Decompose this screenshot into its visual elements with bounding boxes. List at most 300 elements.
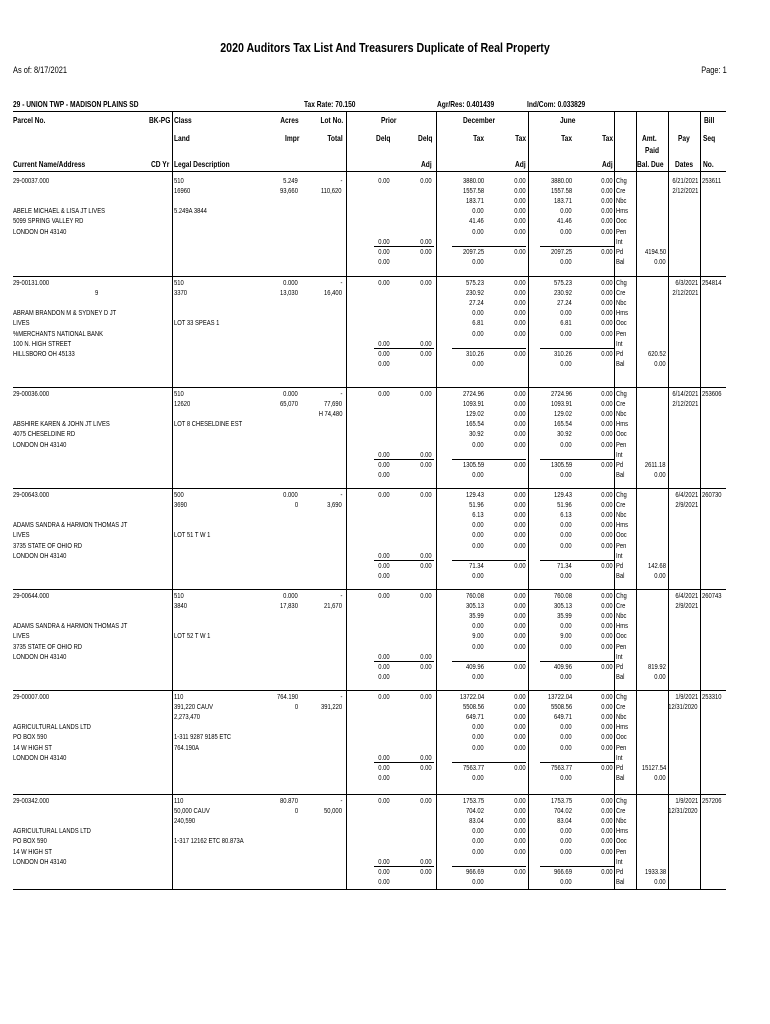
class-land-value: 50,000 CAUV [174, 805, 210, 815]
december-tax: 30.92 [469, 429, 484, 439]
header-june: June [560, 115, 576, 125]
header-adj-3: Adj [602, 159, 613, 169]
subtotal-rule [540, 661, 614, 662]
december-tax: 35.99 [469, 610, 484, 620]
owner-address-line: ABELE MICHAEL & LISA JT LIVES [13, 206, 106, 216]
tax-row-label: Chg [616, 277, 627, 287]
pay-date: 6/3/2021 [675, 277, 698, 287]
june-adj: 0.00 [601, 489, 613, 499]
owner-address-line: 14 W HIGH ST [13, 846, 53, 856]
june-tax: 0.00 [560, 877, 572, 887]
tax-row-label: Cre [616, 287, 626, 297]
tax-row-label: Hms [616, 308, 629, 318]
tax-row-label: Nbc [616, 297, 627, 307]
header-paid: Paid [645, 145, 660, 155]
june-adj: 0.00 [601, 661, 613, 671]
december-tax: 305.13 [466, 600, 484, 610]
june-adj: 0.00 [601, 826, 613, 836]
june-tax: 575.23 [554, 277, 572, 287]
december-tax: 0.00 [472, 571, 484, 581]
prior-delq-adj: 0.00 [420, 661, 432, 671]
december-tax: 0.00 [472, 206, 484, 216]
acres-impr-value: 80.870 [280, 795, 298, 805]
december-tax: 0.00 [472, 621, 484, 631]
class-land-value: 510 [174, 175, 184, 185]
december-adj: 0.00 [514, 499, 526, 509]
june-tax: 165.54 [554, 419, 572, 429]
june-tax: 0.00 [560, 732, 572, 742]
owner-address-line: AGRICULTURAL LANDS LTD [13, 722, 91, 732]
june-tax: 1093.91 [550, 398, 572, 408]
tax-row-label: Int [616, 550, 623, 560]
december-adj: 0.00 [514, 805, 526, 815]
owner-address-line: LIVES [13, 631, 30, 641]
owner-address-line: ADAMS SANDRA & HARMON THOMAS JT [13, 520, 128, 530]
december-tax: 0.00 [472, 672, 484, 682]
tax-row-label: Chg [616, 691, 627, 701]
june-tax: 0.00 [560, 520, 572, 530]
prior-delq: 0.00 [378, 175, 390, 185]
tax-row-label: Pen [616, 540, 627, 550]
lot-total-value: 391,220 [320, 701, 342, 711]
prior-delq: 0.00 [378, 246, 390, 256]
june-tax: 0.00 [560, 836, 572, 846]
lot-total-value: - [340, 795, 342, 805]
december-tax: 704.02 [466, 805, 484, 815]
bill-seq-number: 253310 [702, 691, 722, 701]
december-tax: 41.46 [469, 216, 484, 226]
as-of-date: As of: 8/17/2021 [13, 65, 67, 76]
class-land-value: 500 [174, 489, 184, 499]
prior-delq: 0.00 [378, 877, 390, 887]
prior-delq: 0.00 [378, 752, 390, 762]
december-tax: 0.00 [472, 359, 484, 369]
june-adj: 0.00 [601, 836, 613, 846]
acres-impr-value: 0 [294, 499, 298, 509]
tax-row-label: Chg [616, 175, 627, 185]
subtotal-rule [540, 866, 614, 867]
acres-impr-value: 13,030 [280, 287, 298, 297]
december-tax: 6.13 [472, 509, 484, 519]
june-tax: 230.92 [554, 287, 572, 297]
owner-address-line: ADAMS SANDRA & HARMON THOMAS JT [13, 621, 128, 631]
balance-due: 0.00 [654, 257, 666, 267]
june-tax: 0.00 [560, 621, 572, 631]
december-adj: 0.00 [514, 621, 526, 631]
june-adj: 0.00 [601, 631, 613, 641]
class-land-value: 2,273,470 [174, 711, 201, 721]
balance-due: 0.00 [654, 773, 666, 783]
tax-row-label: Pen [616, 846, 627, 856]
december-adj: 0.00 [514, 600, 526, 610]
june-adj: 0.00 [601, 846, 613, 856]
tax-row-label: Cre [616, 701, 626, 711]
prior-delq: 0.00 [378, 866, 390, 876]
prior-delq-adj: 0.00 [420, 459, 432, 469]
december-adj: 0.00 [514, 560, 526, 570]
june-adj: 0.00 [601, 520, 613, 530]
tax-row-label: Hms [616, 520, 629, 530]
june-adj: 0.00 [601, 509, 613, 519]
june-adj: 0.00 [601, 805, 613, 815]
tax-row-label: Bal [616, 773, 625, 783]
june-tax: 0.00 [560, 722, 572, 732]
tax-row-label: Nbc [616, 815, 627, 825]
tax-row-label: Pd [616, 661, 624, 671]
june-tax: 305.13 [554, 600, 572, 610]
december-adj: 0.00 [514, 206, 526, 216]
class-land-value: 240,590 [174, 815, 196, 825]
june-adj: 0.00 [601, 246, 613, 256]
december-tax: 0.00 [472, 836, 484, 846]
june-adj: 0.00 [601, 429, 613, 439]
december-tax: 1557.58 [462, 185, 484, 195]
lot-total-value: H 74,480 [318, 408, 342, 418]
december-adj: 0.00 [514, 419, 526, 429]
header-impr: Impr [284, 133, 299, 143]
june-tax: 0.00 [560, 826, 572, 836]
december-adj: 0.00 [514, 701, 526, 711]
june-adj: 0.00 [601, 560, 613, 570]
december-adj: 0.00 [514, 489, 526, 499]
tax-row-label: Ooc [616, 732, 627, 742]
december-tax: 13722.04 [459, 691, 484, 701]
district-name: 29 - UNION TWP - MADISON PLAINS SD [13, 99, 139, 109]
june-adj: 0.00 [601, 691, 613, 701]
owner-address-line: 3735 STATE OF OHIO RD [13, 540, 83, 550]
december-tax: 129.43 [466, 489, 484, 499]
parcel-number: 29-00131.000 [13, 277, 50, 287]
owner-address-line: PO BOX 590 [13, 732, 47, 742]
legal-description-line: LOT 51 T W 1 [174, 530, 211, 540]
december-tax: 409.96 [466, 661, 484, 671]
june-adj: 0.00 [601, 732, 613, 742]
header-tax-2: Tax [515, 133, 526, 143]
subtotal-rule [374, 661, 434, 662]
june-adj: 0.00 [601, 866, 613, 876]
december-tax: 51.96 [469, 499, 484, 509]
december-tax: 0.00 [472, 846, 484, 856]
december-adj: 0.00 [514, 826, 526, 836]
tax-row-label: Pd [616, 762, 624, 772]
prior-delq: 0.00 [378, 470, 390, 480]
header-current-name: Current Name/Address [13, 159, 86, 169]
record-separator [13, 488, 726, 489]
prior-delq-adj: 0.00 [420, 795, 432, 805]
june-adj: 0.00 [601, 815, 613, 825]
lot-total-value: - [340, 489, 342, 499]
header-seq: Seq [703, 133, 716, 143]
tax-row-label: Bal [616, 257, 625, 267]
tax-row-label: Ooc [616, 836, 627, 846]
june-adj: 0.00 [601, 308, 613, 318]
tax-row-label: Bal [616, 877, 625, 887]
tax-row-label: Nbc [616, 711, 627, 721]
prior-delq: 0.00 [378, 661, 390, 671]
december-adj: 0.00 [514, 866, 526, 876]
prior-delq: 0.00 [378, 236, 390, 246]
december-tax: 1305.59 [462, 459, 484, 469]
june-tax: 0.00 [560, 672, 572, 682]
owner-address-line: LONDON OH 43140 [13, 752, 67, 762]
december-tax: 5508.56 [462, 701, 484, 711]
header-december: December [463, 115, 496, 125]
june-adj: 0.00 [601, 459, 613, 469]
june-adj: 0.00 [601, 398, 613, 408]
prior-delq-adj: 0.00 [420, 388, 432, 398]
subtotal-rule [452, 560, 526, 561]
december-adj: 0.00 [514, 297, 526, 307]
june-tax: 41.46 [557, 216, 572, 226]
balance-due: 0.00 [654, 571, 666, 581]
tax-row-label: Cre [616, 499, 626, 509]
legal-description-line: 1-311 9287 9185 ETC [174, 732, 232, 742]
header-prior: Prior [381, 115, 397, 125]
parcel-number: 29-00007.000 [13, 691, 50, 701]
tax-row-label: Int [616, 236, 623, 246]
june-tax: 83.04 [557, 815, 572, 825]
june-tax: 71.34 [557, 560, 572, 570]
header-delq-1: Delq [375, 133, 390, 143]
owner-address-line: LONDON OH 43140 [13, 856, 67, 866]
june-tax: 0.00 [560, 773, 572, 783]
owner-address-line: LONDON OH 43140 [13, 439, 67, 449]
prior-delq: 0.00 [378, 795, 390, 805]
class-land-value: 3690 [174, 499, 188, 509]
bill-seq-number: 260730 [702, 489, 722, 499]
subtotal-rule [374, 762, 434, 763]
june-adj: 0.00 [601, 600, 613, 610]
prior-delq-adj: 0.00 [420, 856, 432, 866]
bill-seq-number: 260743 [702, 590, 722, 600]
december-adj: 0.00 [514, 742, 526, 752]
june-adj: 0.00 [601, 540, 613, 550]
lot-total-value: - [340, 277, 342, 287]
amount-paid: 142.68 [648, 560, 666, 570]
prior-delq: 0.00 [378, 560, 390, 570]
december-tax: 760.08 [466, 590, 484, 600]
amount-paid: 1933.38 [644, 866, 666, 876]
december-tax: 27.24 [469, 297, 484, 307]
owner-address-line: 4075 CHESELDINE RD [13, 429, 76, 439]
december-tax: 0.00 [472, 540, 484, 550]
june-adj: 0.00 [601, 590, 613, 600]
june-adj: 0.00 [601, 499, 613, 509]
subtotal-rule [540, 348, 614, 349]
tax-row-label: Cre [616, 805, 626, 815]
june-adj: 0.00 [601, 195, 613, 205]
june-tax: 0.00 [560, 257, 572, 267]
june-tax: 1557.58 [550, 185, 572, 195]
december-adj: 0.00 [514, 610, 526, 620]
december-tax: 129.02 [466, 408, 484, 418]
december-tax: 0.00 [472, 439, 484, 449]
december-tax: 183.71 [466, 195, 484, 205]
tax-row-label: Ooc [616, 530, 627, 540]
june-adj: 0.00 [601, 439, 613, 449]
december-adj: 0.00 [514, 530, 526, 540]
december-tax: 0.00 [472, 877, 484, 887]
subtotal-rule [374, 459, 434, 460]
december-adj: 0.00 [514, 246, 526, 256]
subtotal-rule [540, 246, 614, 247]
header-tax-1: Tax [473, 133, 484, 143]
june-tax: 5508.56 [550, 701, 572, 711]
december-adj: 0.00 [514, 175, 526, 185]
prior-delq: 0.00 [378, 489, 390, 499]
june-tax: 0.00 [560, 641, 572, 651]
owner-address-line: ABRAM BRANDON M & SYDNEY D JT [13, 308, 117, 318]
pay-date: 2/9/2021 [675, 600, 698, 610]
june-adj: 0.00 [601, 206, 613, 216]
prior-delq: 0.00 [378, 277, 390, 287]
record-separator [13, 690, 726, 691]
pay-date: 2/12/2021 [671, 287, 698, 297]
lot-total-value: - [340, 590, 342, 600]
december-tax: 71.34 [469, 560, 484, 570]
prior-delq-adj: 0.00 [420, 550, 432, 560]
december-adj: 0.00 [514, 348, 526, 358]
tax-row-label: Bal [616, 359, 625, 369]
june-tax: 30.92 [557, 429, 572, 439]
header-no: No. [703, 159, 714, 169]
subtotal-rule [374, 560, 434, 561]
prior-delq-adj: 0.00 [420, 590, 432, 600]
june-tax: 0.00 [560, 308, 572, 318]
prior-delq: 0.00 [378, 338, 390, 348]
prior-delq: 0.00 [378, 762, 390, 772]
legal-description-line: LOT 33 SPEAS 1 [174, 318, 220, 328]
december-tax: 0.00 [472, 773, 484, 783]
owner-address-line: 100 N. HIGH STREET [13, 338, 72, 348]
december-adj: 0.00 [514, 318, 526, 328]
june-tax: 0.00 [560, 359, 572, 369]
prior-delq-adj: 0.00 [420, 752, 432, 762]
pay-date: 2/12/2021 [671, 185, 698, 195]
prior-delq-adj: 0.00 [420, 762, 432, 772]
tax-rate: Tax Rate: 70.150 [304, 99, 356, 109]
tax-row-label: Hms [616, 722, 629, 732]
june-adj: 0.00 [601, 610, 613, 620]
december-adj: 0.00 [514, 590, 526, 600]
header-parcel-no: Parcel No. [13, 115, 46, 125]
acres-impr-value: 0.000 [283, 277, 298, 287]
december-adj: 0.00 [514, 641, 526, 651]
parcel-number: 29-00644.000 [13, 590, 50, 600]
tax-row-label: Int [616, 856, 623, 866]
june-tax: 183.71 [554, 195, 572, 205]
december-tax: 966.69 [466, 866, 484, 876]
december-tax: 0.00 [472, 826, 484, 836]
tax-row-label: Pd [616, 866, 624, 876]
header-acres: Acres [280, 115, 299, 125]
balance-due: 0.00 [654, 470, 666, 480]
december-adj: 0.00 [514, 308, 526, 318]
lot-total-value: 77,690 [324, 398, 342, 408]
tax-row-label: Nbc [616, 610, 627, 620]
june-tax: 649.71 [554, 711, 572, 721]
june-tax: 0.00 [560, 470, 572, 480]
bill-seq-number: 253611 [702, 175, 722, 185]
header-bal-due: Bal. Due [637, 159, 664, 169]
tax-row-label: Hms [616, 206, 629, 216]
december-adj: 0.00 [514, 795, 526, 805]
prior-delq-adj: 0.00 [420, 175, 432, 185]
june-tax: 760.08 [554, 590, 572, 600]
acres-impr-value: 0.000 [283, 590, 298, 600]
bill-seq-number: 254814 [702, 277, 722, 287]
subtotal-rule [374, 866, 434, 867]
pay-date: 6/21/2021 [671, 175, 698, 185]
december-tax: 0.00 [472, 520, 484, 530]
june-tax: 27.24 [557, 297, 572, 307]
tax-row-label: Pen [616, 641, 627, 651]
prior-delq-adj: 0.00 [420, 277, 432, 287]
acres-impr-value: 764.190 [276, 691, 298, 701]
prior-delq: 0.00 [378, 651, 390, 661]
june-tax: 0.00 [560, 530, 572, 540]
december-tax: 1093.91 [462, 398, 484, 408]
balance-due: 0.00 [654, 877, 666, 887]
class-land-value: 16960 [174, 185, 191, 195]
subtotal-rule [452, 661, 526, 662]
record-separator [13, 387, 726, 388]
header-dates: Dates [675, 159, 694, 169]
june-adj: 0.00 [601, 348, 613, 358]
class-land-value: 12620 [174, 398, 191, 408]
header-adj-1: Adj [421, 159, 432, 169]
balance-due: 0.00 [654, 672, 666, 682]
june-adj: 0.00 [601, 795, 613, 805]
prior-delq: 0.00 [378, 856, 390, 866]
december-tax: 310.26 [466, 348, 484, 358]
december-adj: 0.00 [514, 429, 526, 439]
tax-row-label: Int [616, 338, 623, 348]
legal-description-line: 764.190A [174, 742, 200, 752]
header-land: Land [174, 133, 190, 143]
pay-date: 12/31/2020 [668, 701, 698, 711]
june-adj: 0.00 [601, 175, 613, 185]
table-bottom-rule [13, 889, 726, 890]
header-tax-3: Tax [561, 133, 572, 143]
acres-impr-value: 0 [294, 701, 298, 711]
subtotal-rule [374, 246, 434, 247]
tax-row-label: Ooc [616, 216, 627, 226]
owner-address-line: PO BOX 590 [13, 836, 47, 846]
agr-res-rate: Agr/Res: 0.401439 [437, 99, 495, 109]
header-adj-2: Adj [515, 159, 526, 169]
lot-total-value: 110,620 [321, 185, 342, 195]
prior-delq: 0.00 [378, 348, 390, 358]
class-land-value: 3840 [174, 600, 188, 610]
december-tax: 230.92 [466, 287, 484, 297]
december-adj: 0.00 [514, 439, 526, 449]
amount-paid: 15127.54 [641, 762, 666, 772]
owner-address-line: LIVES [13, 530, 30, 540]
acres-impr-value: 17,830 [280, 600, 298, 610]
december-adj: 0.00 [514, 226, 526, 236]
december-adj: 0.00 [514, 509, 526, 519]
amount-paid: 620.52 [648, 348, 666, 358]
amount-paid: 2611.18 [645, 459, 666, 469]
june-tax: 0.00 [560, 846, 572, 856]
tax-row-label: Bal [616, 672, 625, 682]
december-adj: 0.00 [514, 408, 526, 418]
subtotal-rule [374, 348, 434, 349]
lot-total-value: 16,400 [324, 287, 342, 297]
prior-delq-adj: 0.00 [420, 236, 432, 246]
prior-delq: 0.00 [378, 359, 390, 369]
